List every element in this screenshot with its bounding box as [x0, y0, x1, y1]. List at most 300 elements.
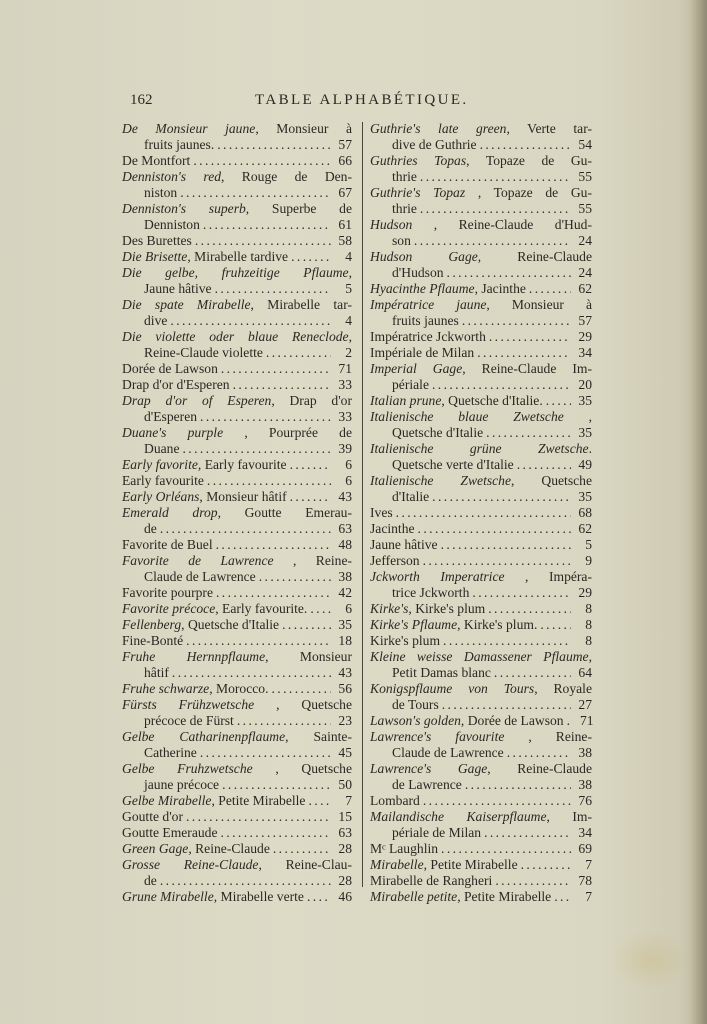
entry-synonym: , Monsieur à [255, 121, 352, 136]
entry-page-number: 29 [578, 329, 592, 344]
index-entry [122, 473, 352, 489]
index-entry [122, 681, 352, 697]
dot-leader [432, 377, 571, 393]
entry-first-line [122, 233, 352, 249]
entry-continuation-line [122, 665, 352, 681]
entry-synonym: , Quetsche [254, 697, 353, 712]
index-column-right [370, 121, 592, 905]
dot-leader [462, 313, 571, 329]
entry-page-number: 71 [579, 713, 594, 728]
entry-continuation: Duane [144, 441, 180, 456]
index-entry [370, 249, 592, 281]
index-entry [122, 121, 352, 153]
entry-page-number: 34 [578, 825, 592, 840]
entry-continuation-line [122, 713, 352, 729]
entry-continuation: hâtif [144, 665, 169, 680]
entry-continuation: de [144, 521, 157, 536]
dot-leader [567, 713, 573, 729]
entry-continuation-line [370, 425, 592, 441]
index-entry [122, 601, 352, 617]
dot-leader [554, 889, 571, 905]
entry-variety-name: Kirke's [370, 601, 409, 616]
dot-leader [540, 617, 571, 633]
entry-page-number: 64 [578, 665, 592, 680]
entry-continuation: de Tours [392, 697, 439, 712]
entry-synonym: , Mirabelle tardive [187, 249, 289, 264]
entry-variety-name: Jckworth Imperatrice [370, 569, 505, 584]
entry-page-number: 62 [578, 521, 592, 536]
dot-leader [477, 345, 571, 361]
entry-continuation: Petit Damas blanc [392, 665, 491, 680]
entry-variety-name: Guthrie's Topaz [370, 185, 466, 200]
index-entry [122, 393, 352, 425]
dot-leader [195, 233, 331, 249]
dot-leader [193, 153, 331, 169]
entry-variety-name: Die violette oder blaue Reneclode [122, 329, 349, 344]
entry-first-line [370, 617, 592, 633]
entry-first-line [122, 633, 352, 649]
entry-page-number: 23 [338, 713, 352, 728]
entry-variety-name: Lawrence's Gage [370, 761, 488, 776]
entry-first-line [122, 681, 352, 697]
entry-variety-name: Fruhe schwarze [122, 681, 210, 696]
entry-synonym: Kirke's plum [370, 633, 441, 648]
dot-leader [507, 745, 571, 761]
entry-variety-name: Lawrence's favourite [370, 729, 505, 744]
entry-page-number: 43 [338, 665, 352, 680]
entry-continuation-line [122, 521, 352, 537]
index-entry [122, 809, 352, 825]
index-entry [122, 377, 352, 393]
entry-synonym: , Reine-Claude [188, 841, 270, 856]
dot-leader [529, 281, 571, 297]
entry-page-number: 63 [338, 521, 352, 536]
entry-first-line [122, 361, 352, 377]
dot-leader [203, 217, 331, 233]
dot-leader [266, 345, 331, 361]
index-entry [370, 809, 592, 841]
entry-first-line [122, 425, 352, 441]
entry-continuation: Claude de Lawrence [392, 745, 504, 760]
entry-synonym: , Quetsche d'Italie [181, 617, 280, 632]
entry-continuation: d'Italie [392, 489, 430, 504]
entry-variety-name: Green Gage [122, 841, 189, 856]
entry-first-line [370, 393, 592, 409]
dot-leader [443, 633, 571, 649]
entry-first-line [122, 793, 352, 809]
dot-leader [307, 889, 331, 905]
index-column-left [122, 121, 352, 905]
entry-first-line [370, 553, 592, 569]
entry-first-line [370, 505, 592, 521]
entry-page-number: 46 [338, 889, 352, 904]
entry-continuation-line [122, 745, 352, 761]
entry-first-line [122, 473, 352, 489]
index-entry [370, 329, 592, 345]
entry-synonym: , Topaze de Gu- [465, 185, 592, 200]
entry-first-line [370, 761, 592, 777]
entry-synonym: , Im- [546, 809, 592, 824]
entry-page-number: 63 [338, 825, 352, 840]
entry-page-number: 6 [345, 457, 352, 472]
dot-leader [290, 489, 331, 505]
index-entry [122, 457, 352, 473]
entry-synonym: , [348, 329, 352, 344]
entry-variety-name: Impératrice jaune [370, 297, 487, 312]
index-entry [122, 617, 352, 633]
entry-synonym: , Goutte Emerau- [217, 505, 352, 520]
page-edge-shadow [689, 0, 707, 1024]
entry-continuation-line [370, 313, 592, 329]
dot-leader [237, 713, 331, 729]
entry-page-number: 33 [338, 409, 352, 424]
dot-leader [172, 665, 331, 681]
entry-continuation: de [144, 873, 157, 888]
entry-first-line [370, 569, 592, 585]
entry-synonym: , [563, 409, 592, 424]
entry-first-line [122, 505, 352, 521]
entry-continuation-line [370, 697, 592, 713]
entry-page-number: 35 [578, 489, 592, 504]
dot-leader [182, 441, 331, 457]
entry-variety-name: Favorite précoce [122, 601, 216, 616]
entry-synonym: Goutte d'or [122, 809, 183, 824]
entry-synonym: Mᶜ Laughlin [370, 841, 439, 856]
index-entry [122, 169, 352, 201]
entry-first-line [370, 793, 592, 809]
entry-continuation: thrie [392, 201, 417, 216]
entry-first-line [122, 329, 352, 345]
index-entry [370, 761, 592, 793]
entry-first-line [122, 585, 352, 601]
index-entry [370, 153, 592, 185]
index-entry [370, 681, 592, 713]
dot-leader [521, 857, 571, 873]
entry-variety-name: Emerald drop [122, 505, 218, 520]
entry-page-number: 55 [578, 169, 592, 184]
entry-synonym: , Quetsche d'Italie. [441, 393, 543, 408]
entry-variety-name: Guthries Topas [370, 153, 467, 168]
entry-first-line [370, 121, 592, 137]
dot-leader [200, 745, 331, 761]
entry-page-number: 54 [578, 137, 592, 152]
index-entry [122, 425, 352, 457]
entry-continuation-line [122, 409, 352, 425]
dot-leader [396, 505, 571, 521]
dot-leader [310, 601, 331, 617]
index-entry [370, 473, 592, 505]
dot-leader [207, 473, 331, 489]
entry-synonym: Favorite de Buel [122, 537, 213, 552]
entry-synonym: , Monsieur [265, 649, 352, 664]
entry-synonym: , Monsieur à [486, 297, 592, 312]
entry-first-line [370, 297, 592, 313]
entry-page-number: 48 [338, 537, 352, 552]
entry-synonym: Favorite pourpre [122, 585, 213, 600]
entry-synonym: , Impéra- [504, 569, 592, 584]
dot-leader [420, 169, 571, 185]
entry-synonym: , Reine-Claude [487, 761, 592, 776]
entry-page-number: 8 [585, 633, 592, 648]
entry-first-line [370, 729, 592, 745]
entry-page-number: 55 [578, 201, 592, 216]
entry-continuation-line [370, 825, 592, 841]
dot-leader [308, 793, 331, 809]
dot-leader [441, 841, 571, 857]
entry-continuation-line [122, 281, 352, 297]
entry-variety-name: Denniston's superb [122, 201, 246, 216]
index-entry [370, 841, 592, 857]
entry-continuation: thrie [392, 169, 417, 184]
dot-leader [160, 521, 331, 537]
entry-synonym: Early favourite [122, 473, 204, 488]
entry-continuation: jaune précoce [144, 777, 220, 792]
entry-first-line [370, 329, 592, 345]
entry-first-line [370, 537, 592, 553]
entry-variety-name: Duane's purple [122, 425, 224, 440]
entry-synonym: , Sainte- [285, 729, 352, 744]
index-entry [122, 329, 352, 361]
entry-variety-name: Mirabelle [370, 857, 424, 872]
entry-synonym: Jefferson [370, 553, 420, 568]
entry-page-number: 71 [338, 361, 352, 376]
dot-leader [546, 393, 571, 409]
entry-synonym: , Petite Mirabelle [423, 857, 518, 872]
entry-continuation: niston [144, 185, 178, 200]
entry-variety-name: Italienische Zwetsche [370, 473, 512, 488]
entry-variety-name: Kleine weisse Damassener Pflaume [370, 649, 589, 664]
entry-page-number: 7 [345, 793, 352, 808]
index-entry [370, 553, 592, 569]
entry-page-number: 35 [338, 617, 352, 632]
entry-synonym: , Quetsche [511, 473, 592, 488]
index-entry [122, 201, 352, 233]
entry-first-line [370, 681, 592, 697]
dot-leader [259, 569, 331, 585]
entry-page-number: 69 [578, 841, 592, 856]
dot-leader [484, 825, 571, 841]
entry-first-line [370, 249, 592, 265]
entry-page-number: 42 [338, 585, 352, 600]
entry-continuation-line [370, 265, 592, 281]
entry-synonym: , Mirabelle tar- [250, 297, 352, 312]
entry-first-line [370, 601, 592, 617]
entry-continuation: précoce de Fürst [144, 713, 234, 728]
entry-first-line [122, 537, 352, 553]
entry-page-number: 67 [338, 185, 352, 200]
entry-page-number: 66 [338, 153, 352, 168]
entry-synonym: , [588, 649, 592, 664]
dot-leader [442, 697, 571, 713]
entry-variety-name: Konigspflaume von Tours [370, 681, 535, 696]
entry-variety-name: Mirabelle petite [370, 889, 458, 904]
entry-page-number: 29 [578, 585, 592, 600]
entry-page-number: 27 [578, 697, 592, 712]
page-number: 162 [130, 92, 153, 108]
entry-variety-name: Italienische grüne Zwetsche [370, 441, 589, 456]
entry-first-line [370, 873, 592, 889]
index-entry [370, 217, 592, 249]
entry-page-number: 5 [585, 537, 592, 552]
entry-variety-name: Mailandische Kaiserpflaume [370, 809, 547, 824]
entry-continuation: périale de Milan [392, 825, 482, 840]
dot-leader [290, 457, 331, 473]
index-entry [370, 505, 592, 521]
entry-first-line [370, 473, 592, 489]
entry-continuation-line [122, 185, 352, 201]
index-entry [122, 585, 352, 601]
dot-leader [233, 377, 331, 393]
index-entry [122, 841, 352, 857]
entry-first-line [370, 521, 592, 537]
entry-continuation: Jaune hâtive [144, 281, 212, 296]
entry-continuation-line [370, 169, 592, 185]
dot-leader [447, 265, 571, 281]
entry-synonym: Jaune hâtive [370, 537, 438, 552]
index-entry [122, 489, 352, 505]
entry-first-line [370, 649, 592, 665]
entry-page-number: 6 [345, 473, 352, 488]
entry-variety-name: Hyacinthe Pflaume [370, 281, 475, 296]
entry-synonym: Mirabelle de Rangheri [370, 873, 493, 888]
entry-page-number: 35 [578, 393, 592, 408]
entry-variety-name: Early favorite [122, 457, 198, 472]
entry-page-number: 35 [578, 425, 592, 440]
entry-continuation: trice Jckworth [392, 585, 470, 600]
entry-page-number: 38 [578, 745, 592, 760]
entry-first-line [122, 825, 352, 841]
entry-continuation-line [370, 201, 592, 217]
entry-continuation: Reine-Claude violette [144, 345, 263, 360]
entry-first-line [370, 185, 592, 201]
entry-continuation-line [122, 873, 352, 889]
index-entry [370, 393, 592, 409]
entry-page-number: 7 [585, 857, 592, 872]
entry-synonym: Jacinthe [370, 521, 415, 536]
entry-synonym: , Reine-Claude d'Hud- [412, 217, 592, 232]
entry-synonym: , Royale [534, 681, 592, 696]
entry-first-line [370, 361, 592, 377]
entry-continuation-line [370, 777, 592, 793]
entry-page-number: 7 [585, 889, 592, 904]
entry-synonym: , Verte tar- [506, 121, 592, 136]
entry-first-line [122, 601, 352, 617]
entry-synonym: , Early favourite [197, 457, 287, 472]
dot-leader [472, 585, 571, 601]
entry-continuation: périale [392, 377, 429, 392]
index-entry [370, 409, 592, 441]
column-divider [362, 122, 363, 887]
entry-page-number: 34 [578, 345, 592, 360]
entry-first-line [122, 553, 352, 569]
entry-synonym: , Reine-Claude Im- [462, 361, 592, 376]
dot-leader [170, 313, 331, 329]
dot-leader [221, 361, 331, 377]
entry-continuation: Quetsche verte d'Italie [392, 457, 514, 472]
entry-synonym: , Topaze de Gu- [466, 153, 592, 168]
entry-page-number: 49 [578, 457, 592, 472]
entry-synonym: Impératrice Jckworth [370, 329, 486, 344]
entry-continuation: dive [144, 313, 168, 328]
entry-continuation-line [122, 313, 352, 329]
index-entry [122, 825, 352, 841]
entry-variety-name: Hudson Gage [370, 249, 478, 264]
entry-page-number: 4 [345, 249, 352, 264]
entry-page-number: 15 [338, 809, 352, 824]
entry-synonym: , Reine- [273, 553, 353, 568]
entry-continuation: de Lawrence [392, 777, 462, 792]
index-entry [370, 601, 592, 617]
entry-page-number: 68 [578, 505, 592, 520]
dot-leader [180, 185, 331, 201]
entry-synonym: , Reine- [504, 729, 592, 744]
index-entry [122, 297, 352, 329]
dot-leader [414, 233, 571, 249]
entry-continuation-line [370, 137, 592, 153]
dot-leader [480, 137, 571, 153]
entry-synonym: , Drap d'or [271, 393, 352, 408]
entry-first-line [122, 489, 352, 505]
index-entry [370, 633, 592, 649]
entry-synonym: , Monsieur hâtif [199, 489, 287, 504]
entry-first-line [122, 697, 352, 713]
entry-variety-name: Fürsts Frühzwetsche [122, 697, 255, 712]
entry-page-number: 45 [338, 745, 352, 760]
entry-first-line [370, 217, 592, 233]
entry-synonym: , Early favourite. [215, 601, 308, 616]
entry-synonym: Goutte Emeraude [122, 825, 218, 840]
entry-variety-name: Die Brisette [122, 249, 188, 264]
dot-leader [495, 873, 571, 889]
entry-first-line [122, 857, 352, 873]
index-entry [122, 793, 352, 809]
entry-continuation-line [370, 585, 592, 601]
index-entry [370, 857, 592, 873]
dot-leader [420, 201, 571, 217]
entry-first-line [370, 841, 592, 857]
entry-continuation-line [370, 457, 592, 473]
entry-synonym: , Superbe de [245, 201, 352, 216]
entry-page-number: 38 [578, 777, 592, 792]
entry-page-number: 76 [578, 793, 592, 808]
index-entry [370, 713, 592, 729]
dot-leader [494, 665, 571, 681]
entry-continuation-line [122, 137, 352, 153]
index-entry [122, 361, 352, 377]
entry-continuation-line [370, 745, 592, 761]
entry-page-number: 4 [345, 313, 352, 328]
entry-page-number: 43 [338, 489, 352, 504]
index-entry [370, 441, 592, 473]
entry-variety-name: Die gelbe, fruhzeitige Pflaume [122, 265, 349, 280]
entry-first-line [122, 649, 352, 665]
entry-first-line [370, 441, 592, 457]
dot-leader [215, 281, 331, 297]
entry-page-number: 18 [338, 633, 352, 648]
dot-leader [160, 873, 331, 889]
entry-synonym: Dorée de Lawson [122, 361, 218, 376]
dot-leader [282, 617, 331, 633]
entry-synonym: , Morocco. [209, 681, 269, 696]
entry-synonym: , Petite Mirabelle [457, 889, 552, 904]
index-entry [370, 729, 592, 761]
dot-leader [272, 681, 332, 697]
entry-synonym: De Montfort [122, 153, 191, 168]
entry-synonym: , Petite Mirabelle [211, 793, 306, 808]
index-entry [122, 649, 352, 681]
dot-leader [517, 457, 571, 473]
index-entry [370, 345, 592, 361]
